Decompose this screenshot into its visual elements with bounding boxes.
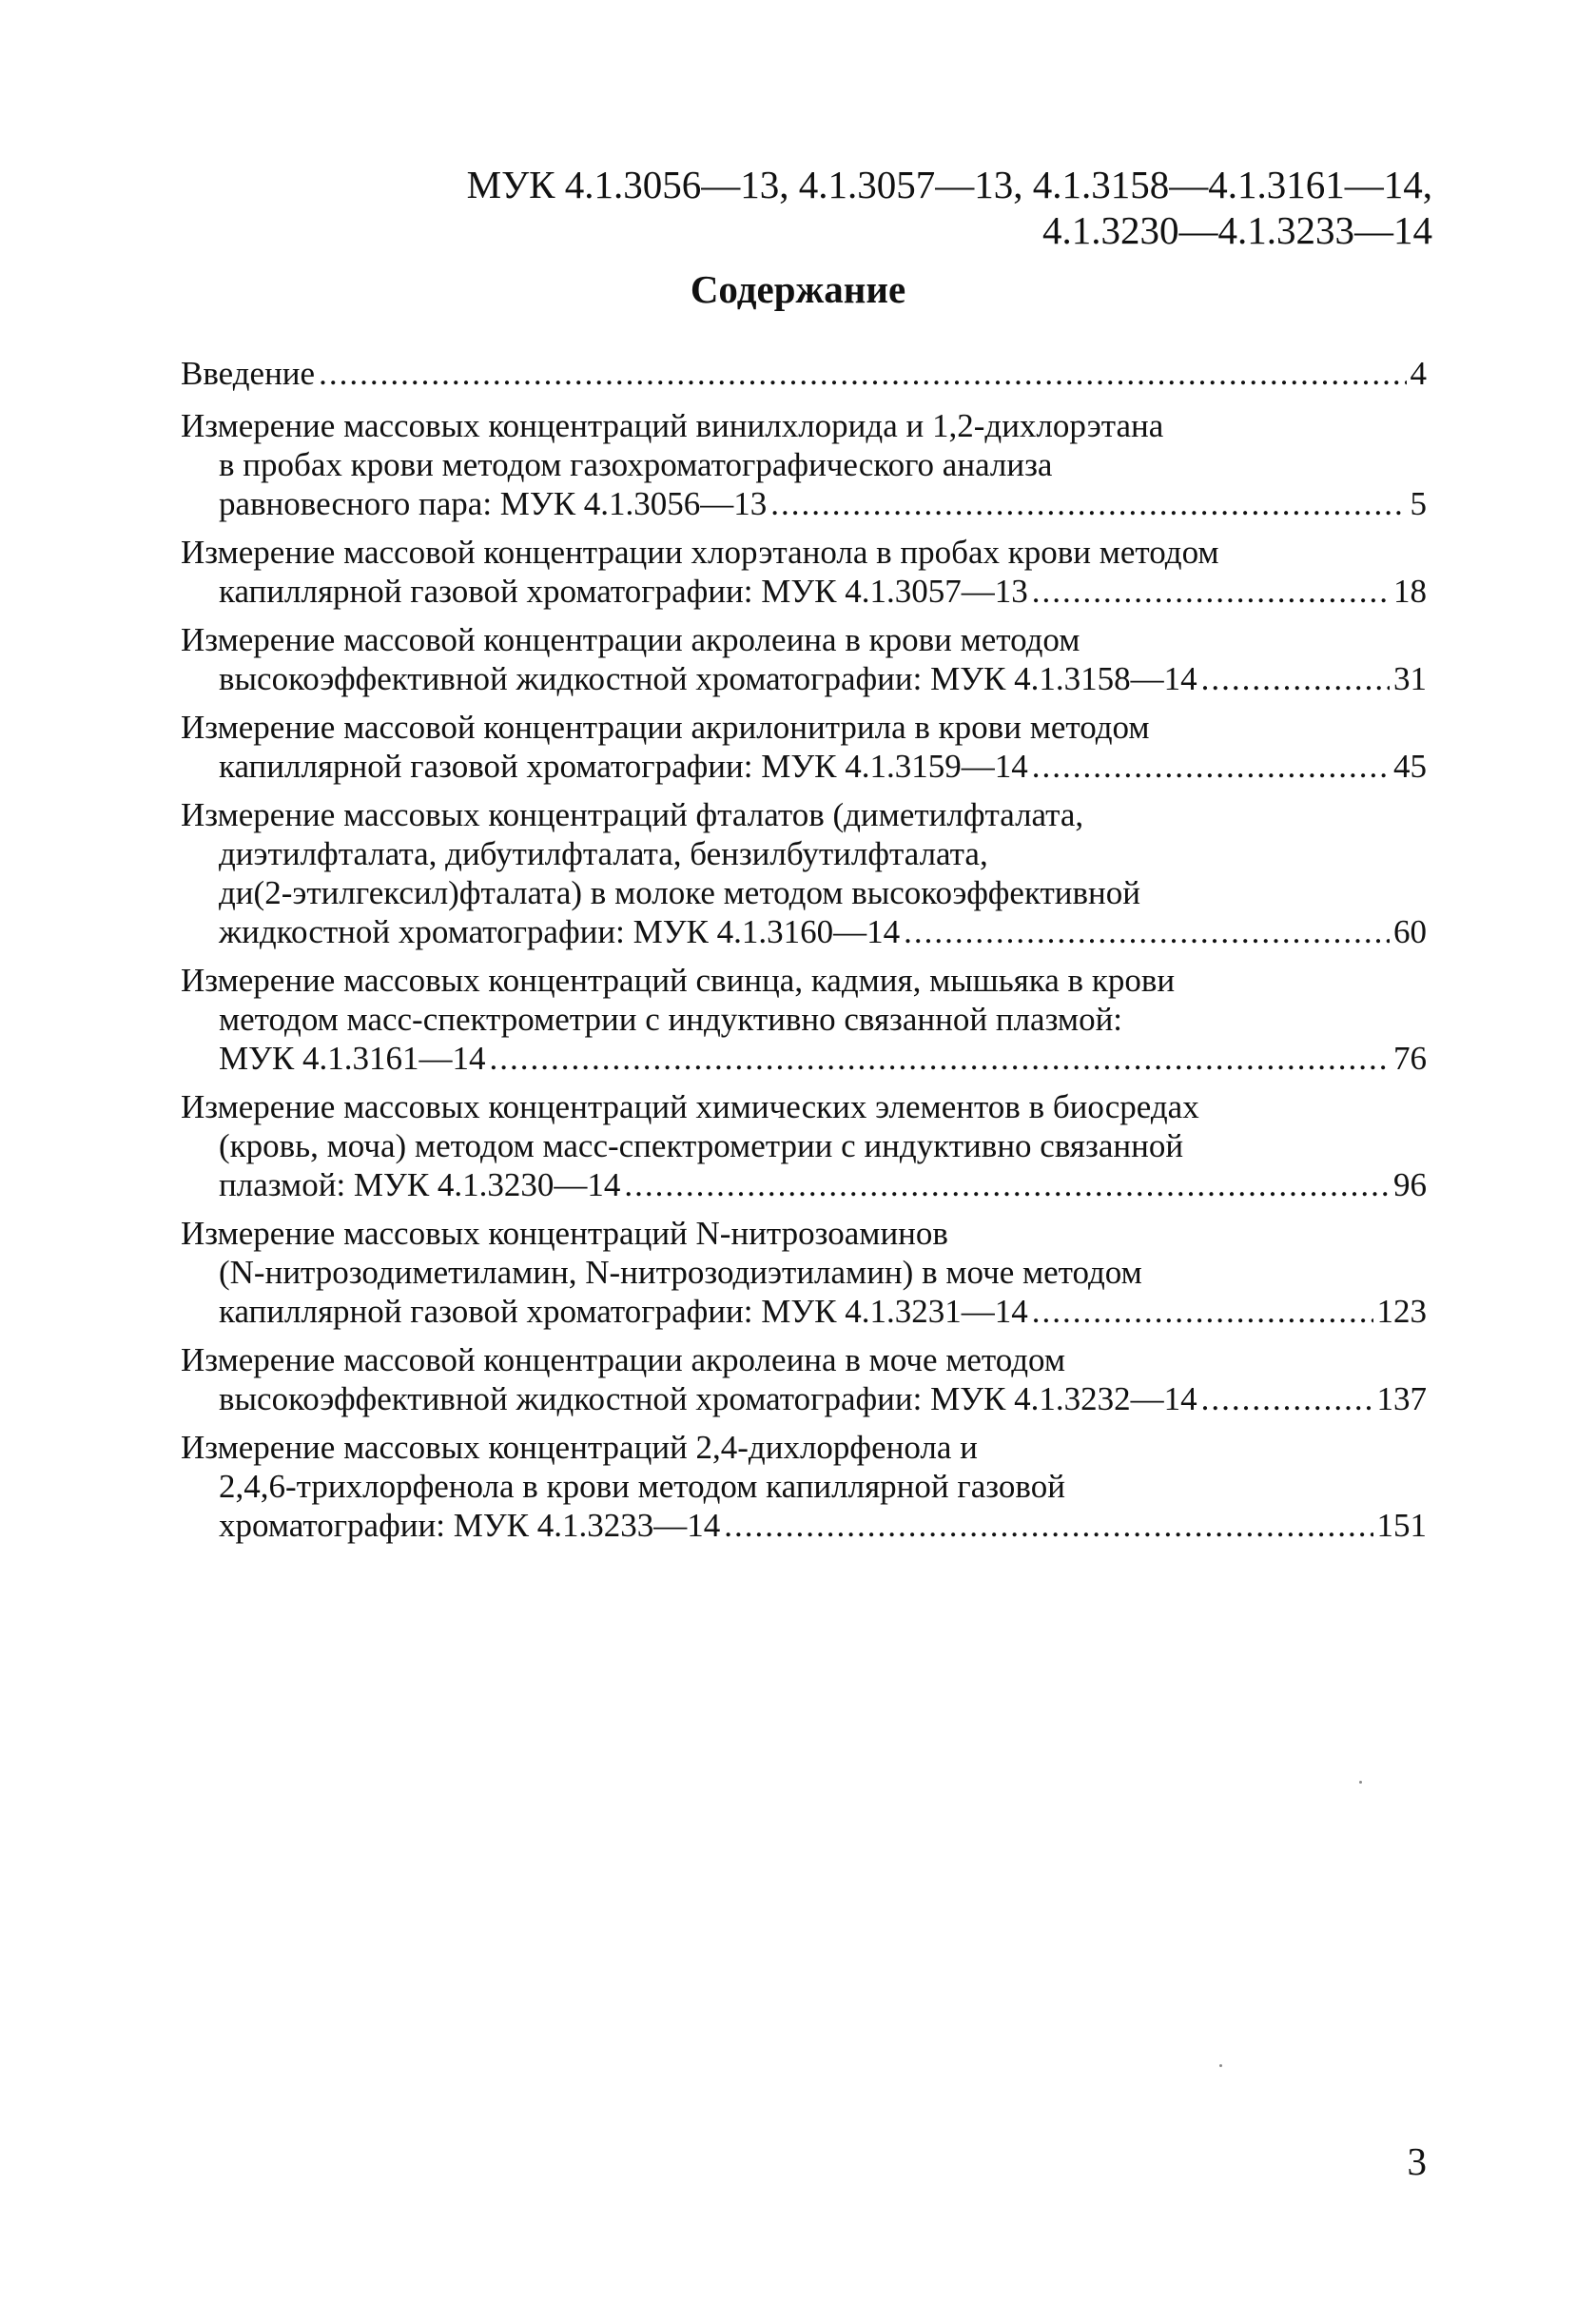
toc-entry [181, 620, 1427, 698]
dot-leader [624, 1165, 1390, 1204]
toc-page-number: 151 [1376, 1507, 1427, 1544]
toc-entry [181, 533, 1427, 611]
toc-entry [181, 1214, 1427, 1331]
toc-page-number: 31 [1393, 660, 1427, 697]
dot-leader [1032, 747, 1390, 786]
page-number: 3 [1407, 2139, 1427, 2183]
toc-entry-title: МУК 4.1.3161—14 [219, 1040, 486, 1077]
toc-page-number: 4 [1410, 355, 1427, 392]
toc-page-number: 96 [1393, 1166, 1427, 1203]
toc-entry-title: капиллярной газовой хроматографии: МУК 4.1.3159—14 [219, 748, 1028, 785]
toc-entry-title: плазмой: МУК 4.1.3230—14 [219, 1166, 621, 1203]
toc-entry [181, 1087, 1427, 1204]
toc-entry-last-line [181, 572, 1427, 611]
toc-entry-title: капиллярной газовой хроматографии: МУК 4.1.3231—14 [219, 1293, 1028, 1330]
toc-entry-line: Измерение массовой концентрации акролеина в моче методом [181, 1341, 1066, 1378]
toc-entry [181, 1340, 1427, 1418]
toc-entry-line: (кровь, моча) методом масс-спектрометрии с индуктивно связанной [219, 1127, 1184, 1164]
toc-entry-line: Измерение массовых концентраций винилхлорида и 1,2-дихлорэтана [181, 407, 1164, 444]
dot-leader [724, 1506, 1372, 1545]
toc-entry-title: хроматографии: МУК 4.1.3233—14 [219, 1507, 721, 1544]
toc-entry-line: в пробах крови методом газохроматографического анализа [219, 446, 1053, 483]
toc-entry-line: 2,4,6-трихлорфенола в крови методом капиллярной газовой [219, 1468, 1065, 1505]
toc-entry-title: жидкостной хроматографии: МУК 4.1.3160—14 [219, 913, 901, 950]
dot-leader [904, 912, 1390, 951]
toc-page-number: 76 [1393, 1040, 1427, 1077]
toc-entry-line: Измерение массовых концентраций фталатов (диметилфталата, [181, 796, 1084, 833]
toc-entry-line: Измерение массовых концентраций свинца, кадмия, мышьяка в крови [181, 962, 1176, 999]
toc-entry [181, 354, 1427, 393]
toc-page-number: 18 [1393, 573, 1427, 610]
page-title: Содержание [690, 267, 906, 311]
toc-entry-line: методом масс-спектрометрии с индуктивно связанной плазмой: [219, 1001, 1123, 1038]
toc-page-number: 123 [1376, 1293, 1427, 1330]
toc-entry-last-line [181, 1039, 1427, 1078]
document-header [467, 162, 1432, 253]
scan-speck [1359, 1781, 1362, 1784]
toc-entry [181, 708, 1427, 786]
toc-entry-line: Измерение массовых концентраций химических элементов в биосредах [181, 1088, 1199, 1125]
toc-entry-title: высокоэффективной жидкостной хроматографии: МУК 4.1.3158—14 [219, 660, 1197, 697]
toc-entry-line: Измерение массовых концентраций N-нитрозоаминов [181, 1215, 948, 1252]
header-line-2: 4.1.3230—4.1.3233—14 [1042, 208, 1432, 252]
dot-leader [1201, 659, 1390, 698]
toc-entry-title: равновесного пара: МУК 4.1.3056—13 [219, 485, 768, 522]
toc-entry-last-line [181, 912, 1427, 951]
toc-page-number: 5 [1410, 485, 1427, 522]
dot-leader [319, 354, 1406, 393]
toc-entry [181, 961, 1427, 1078]
dot-leader [1032, 1292, 1373, 1331]
toc-entry-line: Измерение массовых концентраций 2,4-дихлорфенола и [181, 1429, 978, 1466]
toc-page-number: 60 [1393, 913, 1427, 950]
table-of-contents [181, 354, 1427, 1554]
dot-leader [770, 484, 1406, 523]
toc-entry-last-line [181, 659, 1427, 698]
toc-entry [181, 1428, 1427, 1545]
toc-entry-last-line [181, 1165, 1427, 1204]
toc-entry-last-line [181, 1506, 1427, 1545]
toc-entry-title: капиллярной газовой хроматографии: МУК 4.1.3057—13 [219, 573, 1028, 610]
toc-entry-last-line [181, 484, 1427, 523]
toc-entry-last-line [181, 1379, 1427, 1418]
toc-page-number: 45 [1393, 748, 1427, 785]
toc-entry-last-line [181, 747, 1427, 786]
toc-entry-line: Измерение массовой концентрации акролеина в крови методом [181, 621, 1080, 658]
dot-leader [490, 1039, 1391, 1078]
toc-entry-line: диэтилфталата, дибутилфталата, бензилбутилфталата, [219, 835, 988, 872]
toc-entry-line: ди(2-этилгексил)фталата) в молоке методом высокоэффективной [219, 874, 1140, 911]
scan-speck [1219, 2064, 1222, 2067]
toc-page-number: 137 [1376, 1380, 1427, 1417]
toc-entry-last-line [181, 1292, 1427, 1331]
toc-entry [181, 406, 1427, 523]
toc-entry-last-line [181, 354, 1427, 393]
dot-leader [1032, 572, 1390, 611]
dot-leader [1201, 1379, 1373, 1418]
toc-entry-line: (N-нитрозодиметиламин, N-нитрозодиэтиламин) в моче методом [219, 1254, 1142, 1291]
toc-entry-title: высокоэффективной жидкостной хроматографии: МУК 4.1.3232—14 [219, 1380, 1197, 1417]
toc-entry-line: Измерение массовой концентрации хлорэтанола в пробах крови методом [181, 534, 1219, 571]
header-line-1: МУК 4.1.3056—13, 4.1.3057—13, 4.1.3158—4.1.3161—14, [466, 163, 1432, 206]
toc-entry-line: Измерение массовой концентрации акрилонитрила в крови методом [181, 709, 1150, 746]
toc-entry-title: Введение [181, 355, 316, 392]
toc-entry [181, 795, 1427, 951]
